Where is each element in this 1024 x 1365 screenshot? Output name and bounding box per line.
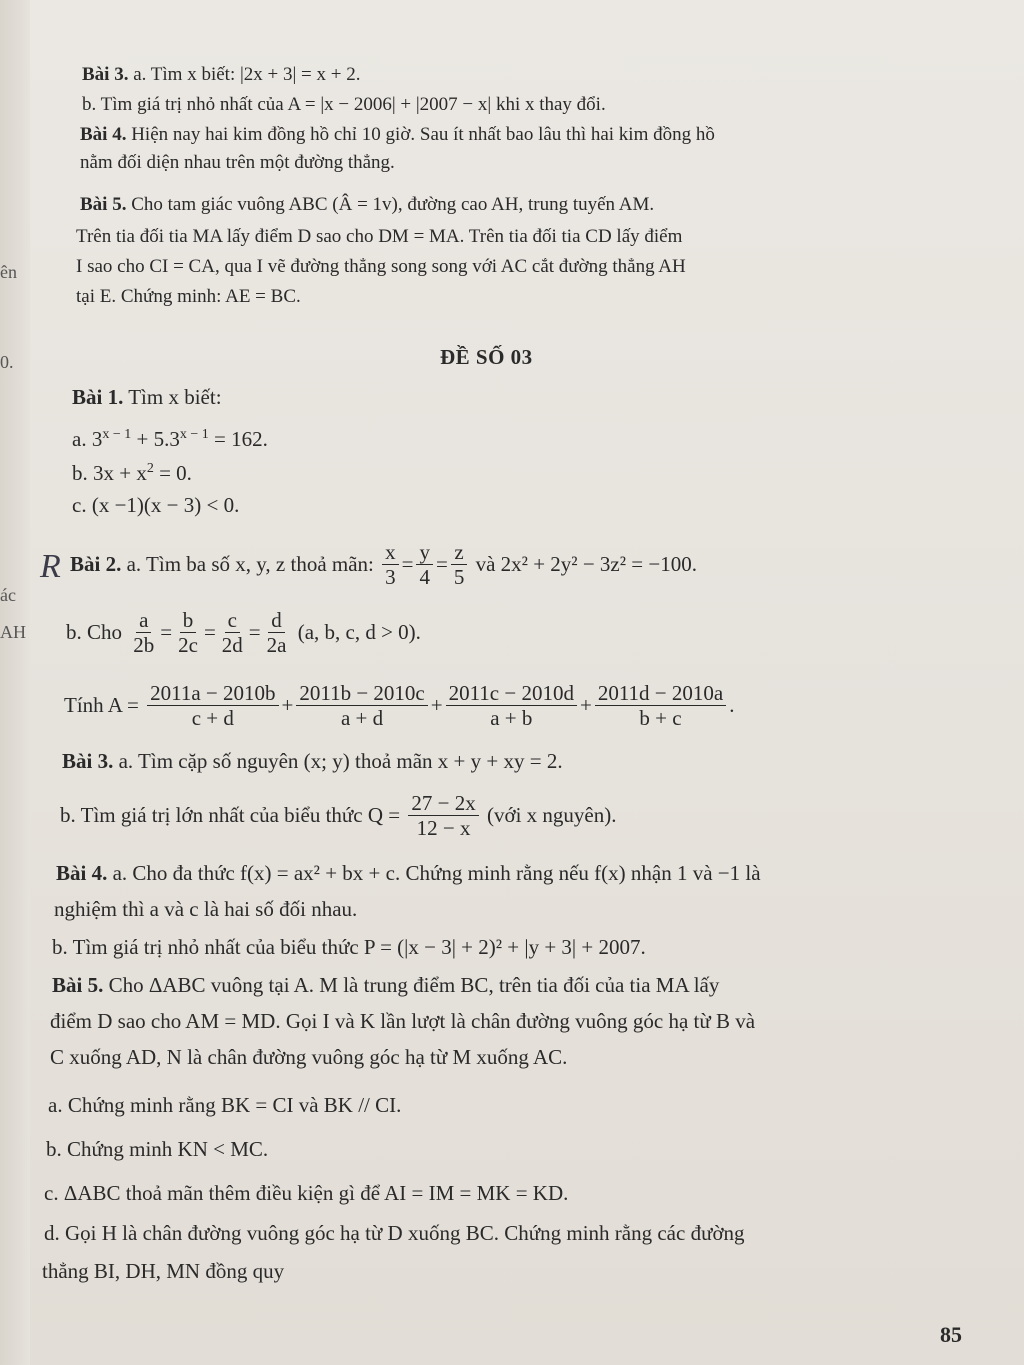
bai5-line1: Bài 5. Cho ΔABC vuông tại A. M là trung điểm BC, trên tia đối của tia MA lấy <box>52 973 720 997</box>
bai5-d-line1: d. Gọi H là chân đường vuông góc hạ từ D xuống BC. Chứng minh rằng các đường <box>44 1221 745 1245</box>
bai2-a: Bài 2. a. Tìm ba số x, y, z thoả mãn: $\frac{x}{3}$ = $\frac{y}{4}$ = $\frac{z}{5}$ và 2x² + 2y² − 3z² = −100. <box>70 539 697 589</box>
fraction-x3: $\frac{x}{3}$ <box>382 540 399 589</box>
bai5-a: a. Chứng minh rằng BK = CI và BK // CI. <box>48 1093 402 1117</box>
bai1-a: a. $3^{x - 1} + 5.3^{x - 1} = 162$. <box>72 427 268 451</box>
bai5-line3: C xuống AD, N là chân đường vuông góc hạ từ M xuống AC. <box>50 1045 568 1069</box>
fraction: $\frac{b}{2c}$ <box>178 607 198 657</box>
fraction: $\frac{c}{2d}$ <box>221 607 243 657</box>
fraction: $\frac{2011a - 2010b}{c + d}$ <box>147 681 278 730</box>
margin-fragment: ên <box>0 262 17 282</box>
top-bai4-line2: nằm đối diện nhau trên một đường thẳng. <box>80 152 395 173</box>
bai2-b: b. Cho $\frac{a}{2b}$ = $\frac{b}{2c}$ = $\frac{c}{2d}$ = $\frac{d}{2a}$ (a, b, c, d > 0). <box>66 607 421 657</box>
margin-fragment: ác <box>0 585 16 605</box>
top-bai4-line1: Bài 4. Hiện nay hai kim đồng hồ chỉ 10 giờ. Sau ít nhất bao lâu thì hai kim đồng hồ <box>80 124 715 145</box>
fraction: $\frac{2011b - 2010c}{a + d}$ <box>296 681 427 730</box>
fraction: $\frac{2011c - 2010d}{a + b}$ <box>446 681 577 730</box>
bai5-b: b. Chứng minh KN < MC. <box>46 1137 269 1161</box>
top-bai3a: Bài 3. a. Tìm x biết: |2x + 3| = x + 2. <box>82 64 361 85</box>
bai2-tinh: Tính A = $\frac{2011a - 2010b}{c + d}$ + $\frac{2011b - 2010c}{a + d}$ + $\frac{2011c - 2010d}{a + b}$ + $\frac{2011d - 2010a}{b + c}$ . <box>64 680 735 730</box>
fraction-q: $\frac{27 - 2x}{12 - x}$ <box>408 791 478 840</box>
bai5-c: c. ΔABC thoả mãn thêm điều kiện gì để AI = IM = MK = KD. <box>44 1181 569 1205</box>
fraction-z5: $\frac{z}{5}$ <box>451 540 468 589</box>
page-number: 85 <box>940 1322 962 1347</box>
top-bai5-line4: tại E. Chứng minh: AE = BC. <box>76 286 301 307</box>
bai5-d-line2: thẳng BI, DH, MN đồng quy <box>42 1259 285 1283</box>
bai4-b: b. Tìm giá trị nhỏ nhất của biểu thức P = (|x − 3| + 2)² + |y + 3| + 2007. <box>52 935 646 959</box>
margin-fragment: AH <box>0 622 26 642</box>
handwritten-mark: R <box>40 548 61 585</box>
bai4-a-line1: Bài 4. a. Cho đa thức f(x) = ax² + bx + c. Chứng minh rằng nếu f(x) nhận 1 và −1 là <box>56 861 761 885</box>
fraction: $\frac{2011d - 2010a}{b + c}$ <box>595 681 726 730</box>
bai1-heading: Bài 1. Tìm x biết: <box>72 385 222 409</box>
bai4-a-line2: nghiệm thì a và c là hai số đối nhau. <box>54 897 358 921</box>
top-bai5-line1: Bài 5. Cho tam giác vuông ABC (Â = 1v), đường cao AH, trung tuyến AM. <box>80 194 655 215</box>
fraction: $\frac{a}{2b}$ <box>133 607 155 657</box>
bai3-b: b. Tìm giá trị lớn nhất của biểu thức Q = $\frac{27 - 2x}{12 - x}$ (với x nguyên). <box>60 790 617 840</box>
top-bai5-line2: Trên tia đối tia MA lấy điểm D sao cho DM = MA. Trên tia đối tia CD lấy điểm <box>76 226 683 247</box>
fraction: $\frac{d}{2a}$ <box>266 607 287 657</box>
margin-fragment: 0. <box>0 352 14 372</box>
section-title: ĐỀ SỐ 03 <box>440 345 533 369</box>
top-bai5-line3: I sao cho CI = CA, qua I vẽ đường thẳng song song với AC cắt đường thẳng AH <box>76 256 686 277</box>
page-edge-shadow <box>0 0 30 1365</box>
fraction-y4: $\frac{y}{4}$ <box>416 540 433 589</box>
bai5-line2: điểm D sao cho AM = MD. Gọi I và K lần lượt là chân đường vuông góc hạ từ B và <box>50 1009 756 1033</box>
top-bai3b: b. Tìm giá trị nhỏ nhất của A = |x − 2006| + |2007 − x| khi x thay đổi. <box>82 94 606 115</box>
bai3-a: Bài 3. a. Tìm cặp số nguyên (x; y) thoả mãn x + y + xy = 2. <box>62 749 563 773</box>
bai1-b: b. $3x + x^2 = 0$. <box>72 461 192 485</box>
bai1-c: c. (x −1)(x − 3) < 0. <box>72 493 240 517</box>
